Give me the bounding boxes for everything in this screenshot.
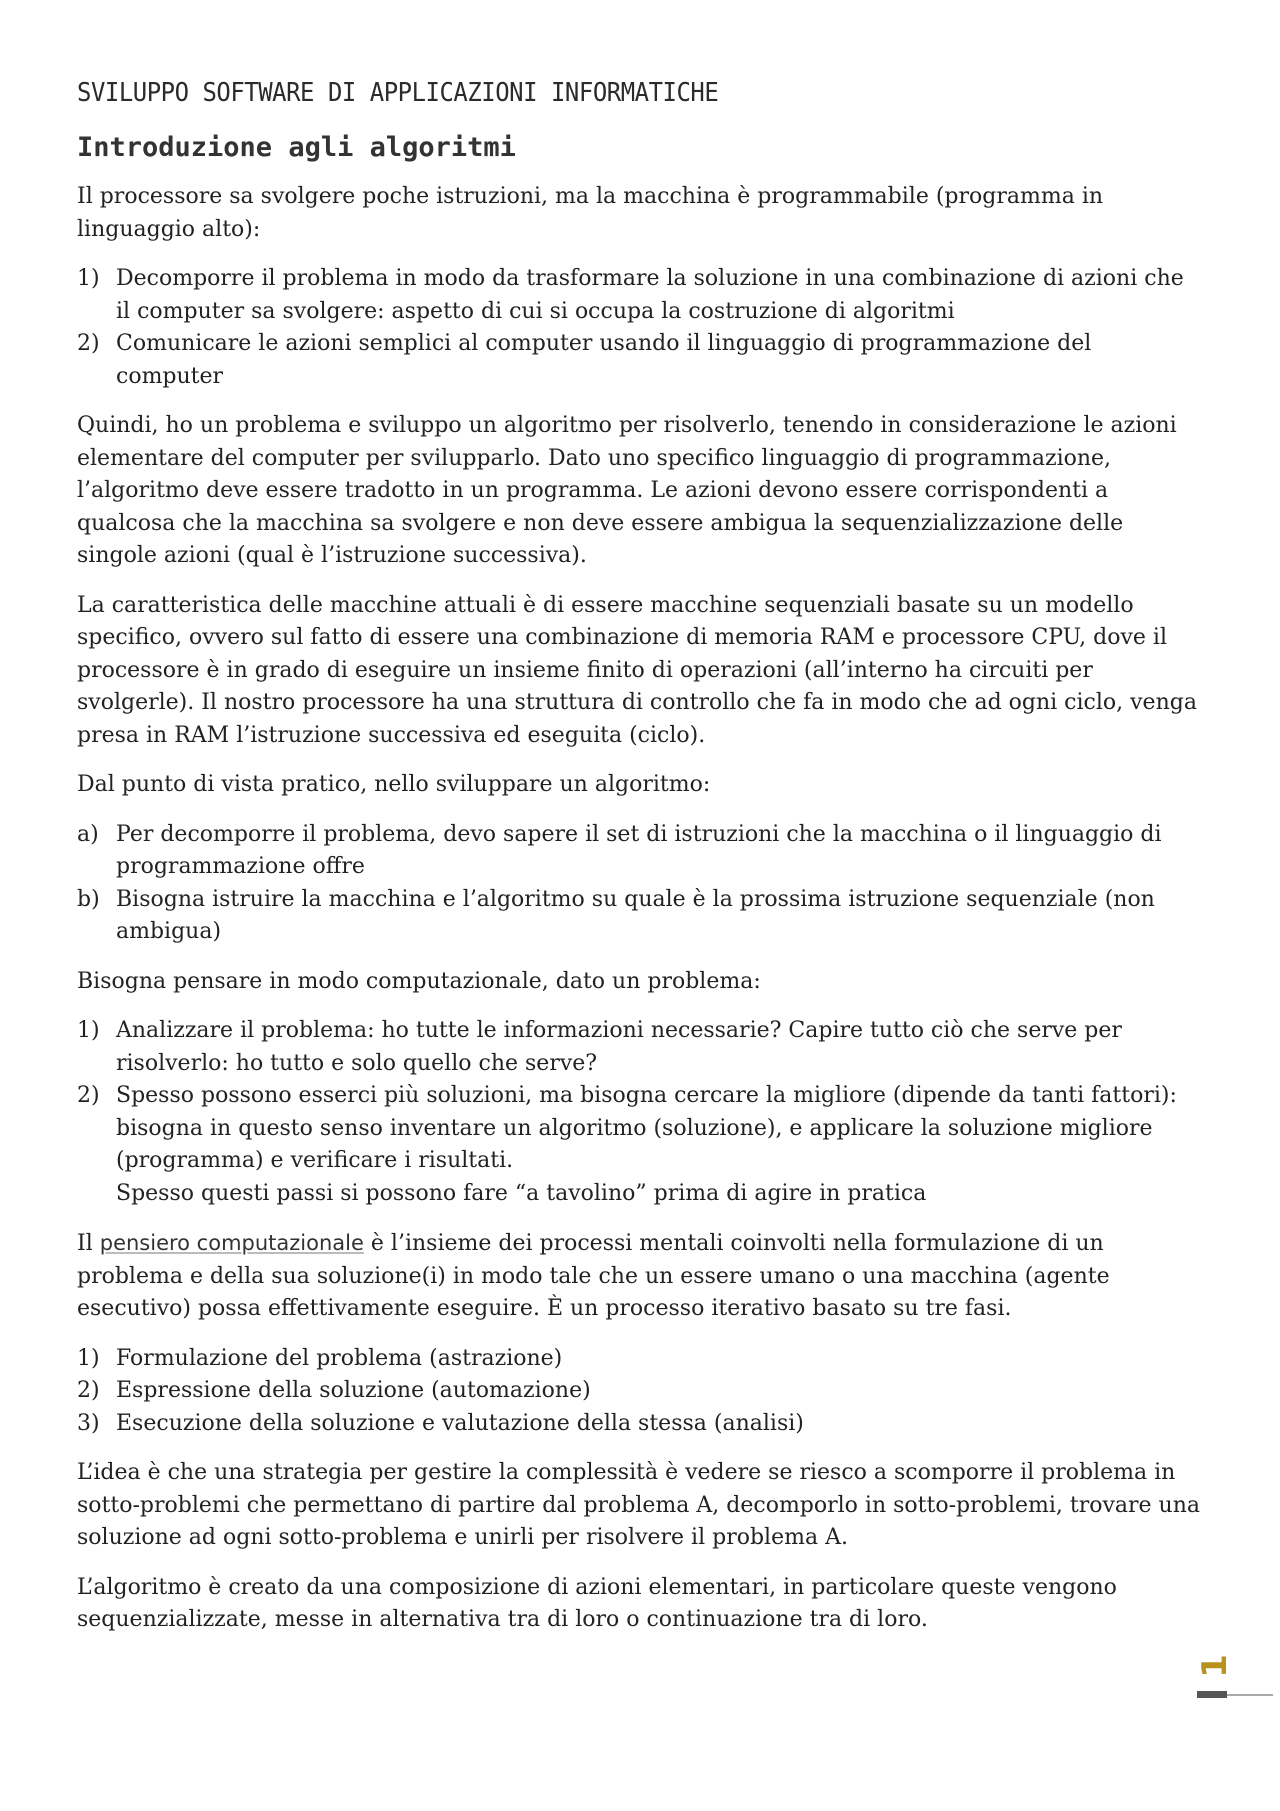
paragraph-strategy: L’idea è che una strategia per gestire la complessità è vedere se riesco a scomporre il problema in sotto-problemi che permettano di partire dal problema A, decomporlo in sotto-problemi, trovare una soluzione ad ogni sotto-problema e unirli per risolvere il problema A. [77, 1460, 1201, 1550]
list-marker: 2) [77, 1083, 100, 1108]
pensiero-prefix: Il [77, 1231, 100, 1256]
paragraph-pensiero [77, 1227, 1203, 1326]
page-number: 1 [1195, 1654, 1235, 1678]
pensiero-suffix: è l’insieme dei processi mentali coinvolti nella formulazione di un problema e della sua soluzione(i) in modo tale che un essere umano o una macchina (agente esecutivo) possa effettivamente eseguire. È un processo iterativo basato su tre fasi. [77, 1231, 1110, 1321]
list-item-text: Espressione della soluzione (automazione) [116, 1378, 591, 1403]
list-item [77, 1080, 1203, 1210]
list-item-text: Analizzare il problema: ho tutte le informazioni necessarie? Capire tutto ciò che serve per risolverlo: ho tutto e solo quello che serve? [116, 1018, 1122, 1076]
list-computational-steps [77, 1015, 1203, 1210]
list-item-text: Decomporre il problema in modo da trasformare la soluzione in una combinazione di azioni che il computer sa svolgere: aspetto di cui si occupa la costruzione di algoritmi [116, 266, 1184, 324]
list-item-text: Esecuzione della soluzione e valutazione della stessa (analisi) [116, 1410, 804, 1436]
highlighted-term: pensiero computazionale [99, 1231, 364, 1255]
list-marker: a) [77, 821, 99, 847]
paragraph-machines: La caratteristica delle macchine attuali è di essere macchine sequenziali basate su un modello specifico, ovvero sul fatto di essere una combinazione di memoria RAM e processore CPU, dove il processore è in grado di eseguire un insieme finito di operazioni (all’interno ha circuiti per svolgerle). Il nostro processore ha una struttura di controllo che fa in modo che ad ogni ciclo, venga presa in RAM l’istruzione successiva ed eseguita (ciclo). [77, 592, 1197, 748]
list-item [77, 1408, 1203, 1441]
list-item-text: Comunicare le azioni semplici al computer usando il linguaggio di programmazione del computer [116, 331, 1092, 389]
list-phases [77, 1343, 1203, 1441]
list-item [77, 328, 1203, 393]
list-item [77, 819, 1203, 884]
page-number-bar [1197, 1691, 1227, 1698]
section-heading: Introduzione agli algoritmi [77, 132, 516, 163]
list-item [77, 263, 1203, 328]
list-marker: 1) [77, 1018, 100, 1043]
paragraph-algorithm: Quindi, ho un problema e sviluppo un algoritmo per risolverlo, tenendo in considerazione le azioni elementare del computer per svilupparlo. Dato uno specifico linguaggio di programmazione, l’algoritmo deve essere tradotto in un programma. Le azioni devono essere corrispondenti a qualcosa che la macchina sa svolgere e non deve essere ambigua la sequenzializzazione delle singole azioni (qual è l’istruzione successiva). [77, 413, 1177, 568]
list-item-text: Spesso possono esserci più soluzioni, ma bisogna cercare la migliore (dipende da tanti fattori): bisogna in questo senso inventare un algoritmo (soluzione), e applicare la soluzione migliore (programma) e verificare i risultati. [116, 1083, 1177, 1173]
list-item [77, 1375, 1203, 1408]
paragraph-computational: Bisogna pensare in modo computazionale, dato un problema: [77, 968, 761, 994]
list-item [77, 1015, 1203, 1080]
list-item [77, 884, 1203, 949]
document-page [77, 78, 1203, 1654]
list-marker: 2) [77, 331, 100, 356]
list-marker: 1) [77, 1345, 100, 1371]
list-marker: 3) [77, 1410, 100, 1436]
list-marker: 2) [77, 1378, 100, 1403]
list-item-text: Per decomporre il problema, devo sapere il set di istruzioni che la macchina o il linguaggio di programmazione offre [116, 821, 1162, 879]
list-item-text: Bisogna istruire la macchina e l’algoritmo su quale è la prossima istruzione sequenziale (non ambigua) [116, 886, 1155, 944]
paragraph-practical: Dal punto di vista pratico, nello sviluppare un algoritmo: [77, 772, 711, 797]
list-practical [77, 819, 1203, 949]
list-marker: 1) [77, 266, 100, 291]
list-item [77, 1343, 1203, 1376]
document-title: SVILUPPO SOFTWARE DI APPLICAZIONI INFORMATICHE [77, 78, 719, 108]
page-number-rule [1227, 1694, 1273, 1696]
list-item-text: Formulazione del problema (astrazione) [116, 1345, 563, 1371]
list-marker: b) [77, 886, 100, 912]
paragraph-intro: Il processore sa svolgere poche istruzioni, ma la macchina è programmabile (programma in linguaggio alto): [77, 184, 1104, 242]
paragraph-composition: L’algoritmo è creato da una composizione di azioni elementari, in particolare queste vengono sequenzializzate, messe in alternativa tra di loro o continuazione tra di loro. [77, 1574, 1117, 1632]
list-item-extra: Spesso questi passi si possono fare “a tavolino” prima di agire in pratica [116, 1180, 927, 1206]
list-steps-programming [77, 263, 1203, 393]
